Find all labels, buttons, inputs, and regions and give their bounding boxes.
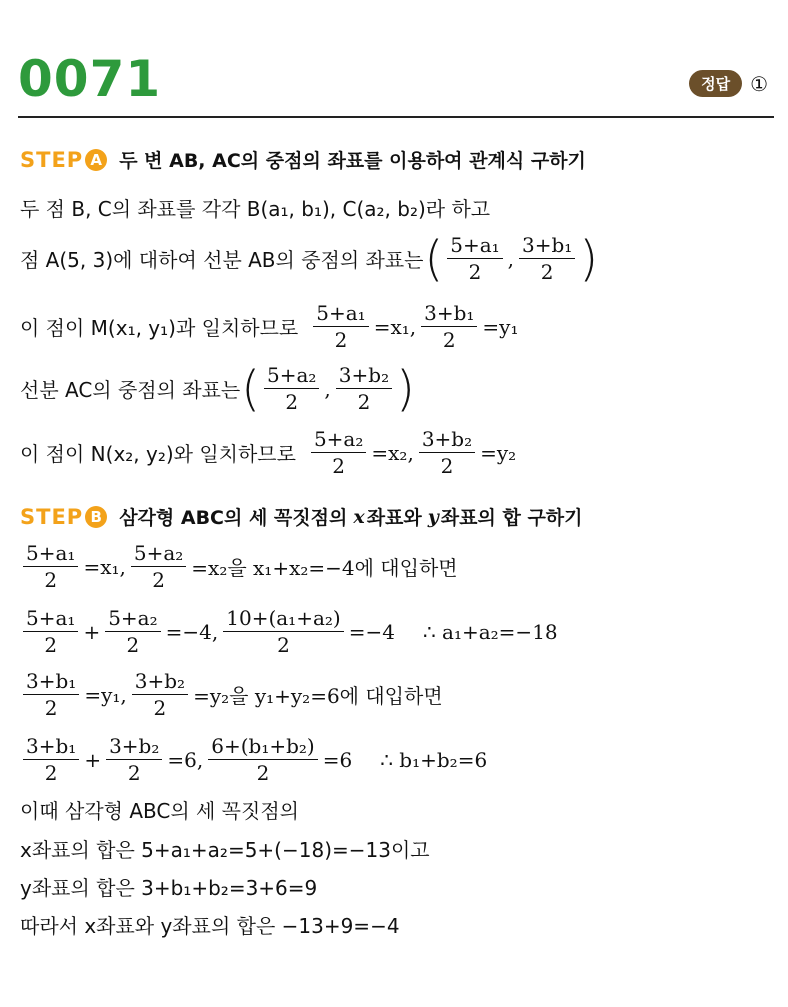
fraction-numerator: 5+a₂ <box>131 540 186 567</box>
fraction <box>208 733 318 786</box>
line-1 <box>20 193 780 222</box>
answer-label-badge: 정답 <box>689 70 742 97</box>
fraction-numerator: 3+b₁ <box>421 300 477 327</box>
fraction <box>421 300 477 353</box>
problem-number: 0071 <box>18 50 162 108</box>
fraction <box>419 426 475 479</box>
right-paren: ) <box>579 230 599 287</box>
fraction-numerator: 3+b₂ <box>106 733 162 760</box>
step-b-letter-badge: B <box>85 506 107 528</box>
equation-part: =−4 <box>348 619 395 644</box>
fraction <box>313 300 368 353</box>
fraction-denominator: 2 <box>44 568 58 592</box>
fraction-denominator: 2 <box>256 761 270 785</box>
step-b-word: STEP <box>20 504 84 529</box>
fraction-denominator: 2 <box>126 633 140 657</box>
equation-part: =x₁, <box>83 554 126 579</box>
fraction <box>106 733 162 786</box>
fraction <box>131 540 186 593</box>
fraction <box>447 232 502 285</box>
line-2: 점 A(5, 3)에 대하여 선분 AB의 중점의 좌표는 ( $\frac{\text{5+a₁}}{2}$ , $\frac{\text{3+b₁}}{2}$ ) <box>20 230 599 287</box>
step-b-y-variable: y <box>427 505 439 528</box>
fraction <box>105 605 160 658</box>
fraction-numerator: 10+(a₁+a₂) <box>223 605 343 632</box>
left-paren: ( <box>424 230 444 287</box>
fraction-numerator: 5+a₂ <box>105 605 160 632</box>
fraction-numerator: 5+a₂ <box>311 426 366 453</box>
fraction-denominator: 2 <box>440 454 454 478</box>
fraction <box>336 362 392 415</box>
line-b7 <box>20 872 780 901</box>
fraction-denominator: 2 <box>357 390 371 414</box>
fraction-denominator: 2 <box>442 328 456 352</box>
fraction-numerator: 5+a₁ <box>23 605 78 632</box>
fraction <box>23 668 79 721</box>
equation-part: + <box>83 619 101 644</box>
fraction-numerator: 3+b₁ <box>519 232 575 259</box>
line-5-text: 이 점이 N(x₂, y₂)와 일치하므로 <box>20 442 296 466</box>
line-3 <box>20 300 780 353</box>
line-b8 <box>20 910 780 939</box>
solution-header <box>0 0 788 125</box>
line-5 <box>20 426 780 479</box>
fraction <box>519 232 575 285</box>
fraction <box>23 540 78 593</box>
line-4-text: 선분 AC의 중점의 좌표는 <box>20 378 241 402</box>
fraction-denominator: 2 <box>44 696 58 720</box>
equation-part: =−4, <box>165 619 219 644</box>
line-3-text: 이 점이 M(x₁, y₁)과 일치하므로 <box>20 316 299 340</box>
step-a-title: 두 변 AB, AC의 중점의 좌표를 이용하여 관계식 구하기 <box>119 150 586 172</box>
line-b6-text: x좌표의 합은 5+a₁+a₂=5+(−18)=−13이고 <box>20 838 430 862</box>
step-a-heading <box>20 146 780 173</box>
fraction <box>23 733 79 786</box>
equation-part: =y₂ <box>480 440 517 465</box>
equation-part: =x₁, <box>373 314 417 339</box>
answer-box <box>689 70 768 97</box>
line-b2 <box>20 605 780 658</box>
right-paren: ) <box>396 360 415 417</box>
left-paren: ( <box>241 360 260 417</box>
line-b5-text: 이때 삼각형 ABC의 세 꼭짓점의 <box>20 799 299 823</box>
equation-part: =x₂을 x₁+x₂=−4에 대입하면 <box>191 556 458 580</box>
fraction-denominator: 2 <box>277 633 290 657</box>
answer-value: ① <box>750 71 768 96</box>
fraction-numerator: 3+b₁ <box>23 668 79 695</box>
step-b-title-mid: 좌표와 <box>366 507 422 529</box>
fraction-numerator: 5+a₁ <box>23 540 78 567</box>
fraction <box>23 605 78 658</box>
step-b-heading <box>20 503 780 530</box>
equation-part: =y₁ <box>482 314 519 339</box>
fraction-numerator: 3+b₂ <box>132 668 188 695</box>
equation-part: =y₂을 y₁+y₂=6에 대입하면 <box>193 684 443 708</box>
fraction <box>311 426 366 479</box>
line-4: 선분 AC의 중점의 좌표는 ( $\frac{\text{5+a₂}}{2}$ , $\frac{\text{3+b₂}}{2}$ ) <box>20 360 415 417</box>
fraction-denominator: 2 <box>334 328 348 352</box>
line-b1 <box>20 540 780 593</box>
line-b5 <box>20 795 780 824</box>
step-b-title-post: 좌표의 합 구하기 <box>440 507 583 529</box>
fraction-numerator: 3+b₂ <box>419 426 475 453</box>
fraction <box>223 605 343 658</box>
line-b8-text: 따라서 x좌표와 y좌표의 합은 −13+9=−4 <box>20 914 400 938</box>
line-1-text: 두 점 B, C의 좌표를 각각 B(a₁, b₁), C(a₂, b₂)라 하고 <box>20 197 491 221</box>
fraction-numerator: 5+a₁ <box>447 232 502 259</box>
header-divider <box>18 116 774 118</box>
equation-part: + <box>84 747 102 772</box>
line-b7-text: y좌표의 합은 3+b₁+b₂=3+6=9 <box>20 876 318 900</box>
fraction-numerator: 5+a₁ <box>313 300 368 327</box>
step-a-letter-badge: A <box>85 149 107 171</box>
line-2-text: 점 A(5, 3)에 대하여 선분 AB의 중점의 좌표는 <box>20 248 424 272</box>
equation-part: =y₁, <box>84 682 127 707</box>
result: ∴ a₁+a₂=−18 <box>422 619 558 644</box>
fraction-denominator: 2 <box>152 568 165 592</box>
line-b4 <box>20 733 780 786</box>
fraction <box>132 668 188 721</box>
fraction-denominator: 2 <box>332 454 346 478</box>
fraction-denominator: 2 <box>153 696 167 720</box>
fraction-numerator: 5+a₂ <box>264 362 319 389</box>
fraction-denominator: 2 <box>468 260 482 284</box>
equation-part: =6, <box>167 747 204 772</box>
step-b-title-pre: 삼각형 ABC의 세 꼭짓점의 <box>119 507 348 529</box>
fraction-denominator: 2 <box>44 761 58 785</box>
step-b-x-variable: x <box>353 505 365 528</box>
fraction-numerator: 6+(b₁+b₂) <box>208 733 318 760</box>
fraction <box>264 362 319 415</box>
fraction-denominator: 2 <box>44 633 58 657</box>
step-a-word: STEP <box>20 147 84 172</box>
result: ∴ b₁+b₂=6 <box>380 747 488 772</box>
line-b6 <box>20 834 780 863</box>
equation-part: =x₂, <box>371 440 414 465</box>
fraction-numerator: 3+b₁ <box>23 733 79 760</box>
equation-part: =6 <box>322 747 353 772</box>
fraction-denominator: 2 <box>540 260 554 284</box>
line-b3 <box>20 668 780 721</box>
fraction-denominator: 2 <box>127 761 141 785</box>
fraction-numerator: 3+b₂ <box>336 362 392 389</box>
fraction-denominator: 2 <box>285 390 299 414</box>
